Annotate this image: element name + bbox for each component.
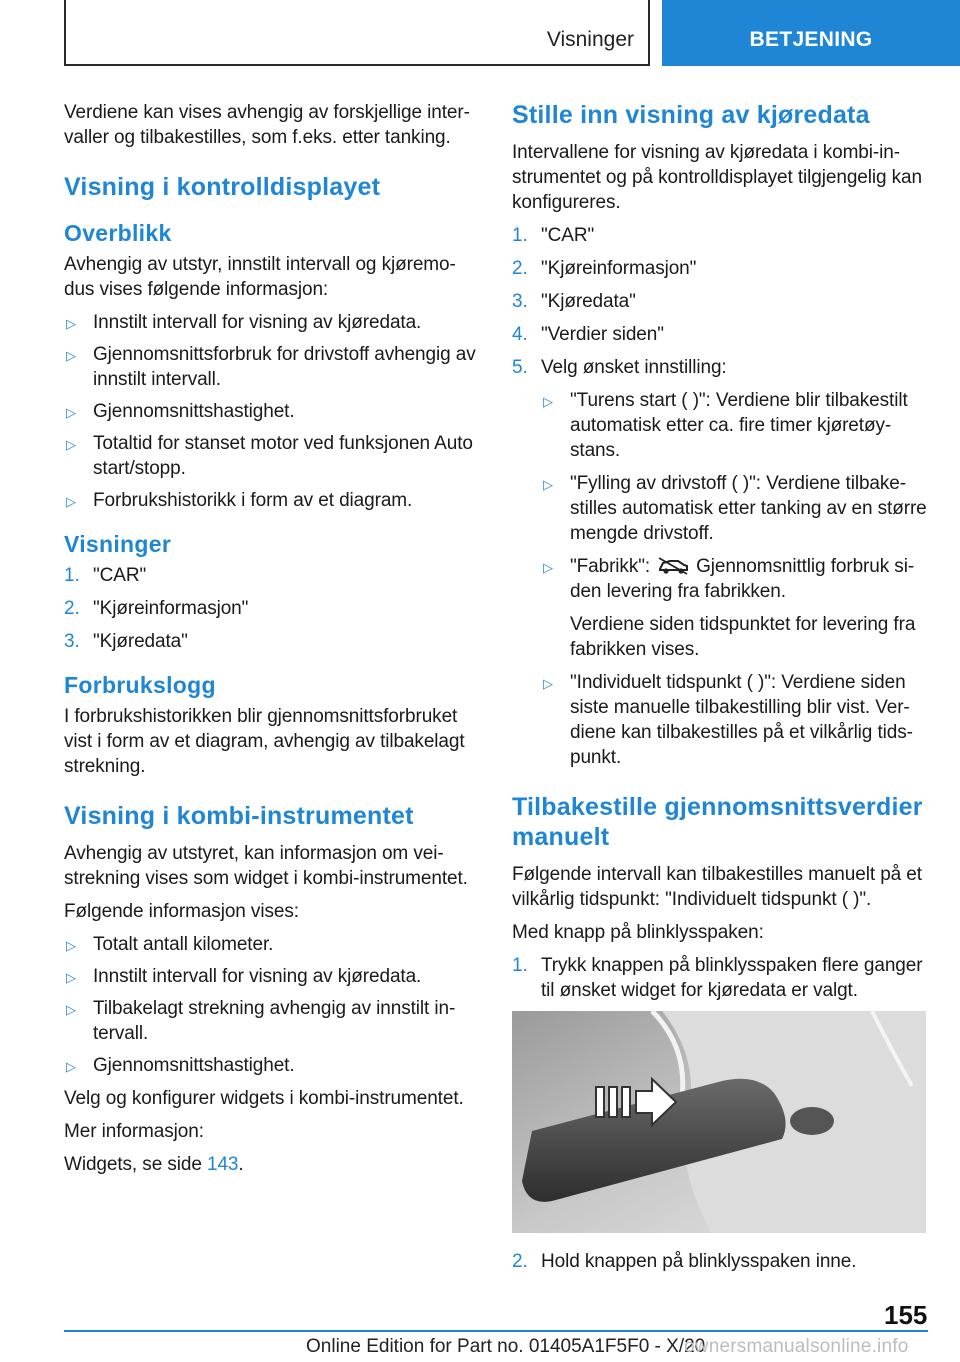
step-number: 1. bbox=[512, 225, 528, 246]
heading-views: Visninger bbox=[64, 531, 172, 557]
watermark: ownersmanualsonline.info bbox=[684, 1336, 909, 1357]
reset-paragraph: Følgende intervall kan tilbakestilles manuelt på et vilkårlig tidspunkt: "Individuelt tidspunkt ( )". bbox=[512, 864, 922, 910]
step-number: 2. bbox=[512, 258, 528, 279]
list-item: 1. Trykk knappen på blinklysspaken flere ganger til ønsket widget for kjøredata er valgt. bbox=[512, 955, 923, 1001]
triangle-bullet-icon: ▷ bbox=[66, 494, 76, 509]
triangle-bullet-icon: ▷ bbox=[66, 437, 76, 452]
list-item: 2. "Kjøreinformasjon" bbox=[512, 258, 697, 279]
option-list bbox=[541, 388, 930, 770]
triangle-bullet-icon: ▷ bbox=[543, 560, 553, 575]
page-number: 155 bbox=[884, 1300, 928, 1330]
list-item: ▷ "Fabrikk": Gjennomsnittlig forbruk si-den levering fra fabrikken. Verdiene siden tidspunktet for levering fra fabrikken vises. bbox=[541, 554, 930, 662]
triangle-bullet-icon: ▷ bbox=[66, 1059, 76, 1074]
list-item: ▷ Gjennomsnittsforbruk for drivstoff avhengig av innstilt intervall. bbox=[66, 344, 476, 390]
list-item: ▷ Tilbakelagt strekning avhengig av innstilt in-tervall. bbox=[66, 998, 456, 1044]
more-info: Mer informasjon: bbox=[64, 1121, 204, 1142]
header-chapter-label: BETJENING bbox=[749, 28, 873, 51]
heading-kombi-instrument: Visning i kombi-instrumentet bbox=[64, 802, 414, 830]
button-intro: Med knapp på blinklysspaken: bbox=[512, 922, 764, 943]
triangle-bullet-icon: ▷ bbox=[543, 477, 553, 492]
heading-overview: Overblikk bbox=[64, 220, 172, 246]
step-number: 1. bbox=[512, 955, 528, 976]
views-list bbox=[64, 563, 482, 654]
step-number: 2. bbox=[512, 1251, 528, 1272]
list-item: ▷ Totalt antall kilometer. bbox=[64, 932, 482, 957]
widgets-reference: Widgets, se side 143. bbox=[64, 1154, 244, 1175]
step-number: 4. bbox=[512, 324, 528, 345]
heading-control-display: Visning i kontrolldisplayet bbox=[64, 173, 381, 201]
setup-paragraph: Intervallene for visning av kjøredata i kombi-in-strumentet og på kontrolldisplayet tilgjengelig kan konfigureres. bbox=[512, 142, 922, 213]
triangle-bullet-icon: ▷ bbox=[66, 405, 76, 420]
list-item: ▷ Gjennomsnittshastighet. bbox=[64, 399, 482, 424]
footer-divider bbox=[64, 1330, 928, 1332]
triangle-bullet-icon: ▷ bbox=[543, 394, 553, 409]
list-item: ▷ "Fylling av drivstoff ( )": Verdiene tilbake-stilles automatisk etter tanking av en større mengde drivstoff. bbox=[543, 473, 927, 544]
triangle-bullet-icon: ▷ bbox=[66, 938, 76, 953]
intro-paragraph: Verdiene kan vises avhengig av forskjellige inter-valler og tilbakestilles, som f.eks. etter tanking. bbox=[64, 102, 470, 148]
step-number: 5. bbox=[512, 357, 528, 378]
list-item: 3. "Kjøredata" bbox=[64, 631, 188, 652]
list-item: ▷ Innstilt intervall for visning av kjøredata. bbox=[64, 310, 482, 335]
button-steps-continued bbox=[512, 1249, 930, 1274]
list-item: 2. Hold knappen på blinklysspaken inne. bbox=[512, 1251, 857, 1272]
list-item: ▷ Innstilt intervall for visning av kjøredata. bbox=[64, 964, 482, 989]
turn-signal-lever-photo bbox=[512, 1011, 926, 1233]
heading-setup-display: Stille inn visning av kjøredata bbox=[512, 101, 870, 129]
right-column bbox=[512, 100, 930, 1282]
list-item: 1. "CAR" bbox=[64, 565, 147, 586]
header-section-box bbox=[64, 0, 650, 66]
log-paragraph: I forbrukshistorikken blir gjennomsnittsforbruket vist i form av et diagram, avhengig av tilbakelagt strekning. bbox=[64, 706, 465, 777]
triangle-bullet-icon: ▷ bbox=[66, 316, 76, 331]
list-item: ▷ Forbrukshistorikk i form av et diagram. bbox=[64, 488, 482, 513]
left-column bbox=[64, 100, 482, 1185]
kombi-following: Følgende informasjon vises: bbox=[64, 901, 299, 922]
footer-edition: Online Edition for Part no. 01405A1F5F0 - X/20 bbox=[306, 1336, 706, 1357]
setup-steps bbox=[512, 223, 930, 770]
header-chapter-tab[interactable] bbox=[662, 0, 960, 66]
list-item: 5. Velg ønsket innstilling: ▷ "Turens start ( )": Verdiene blir tilbakestilt automatisk etter ca. fire timer kjøretøy-stans. ▷ "Fylling av drivstoff ( )": Verdiene tilbake-stilles automatisk etter tanking av en større mengde drivstoff. ▷ "Fabrikk": Gjennomsnittlig forbruk si-den levering fra fabrikken. Verdiene siden tidspunktet for levering fra fabrikken vises. ▷ "Individuelt tidspunkt ( )": Verdiene siden siste manuelle tilbakestilling blir vist. Ver-diene kan tilbakestilles på et vilkårlig tids-punkt. bbox=[512, 355, 930, 770]
list-item: 1. "CAR" bbox=[512, 225, 595, 246]
step-number: 3. bbox=[512, 291, 528, 312]
heading-consumption-log: Forbrukslogg bbox=[64, 672, 216, 698]
list-item: 4. "Verdier siden" bbox=[512, 324, 664, 345]
heading-reset-averages: Tilbakestille gjennomsnittsverdier manuelt bbox=[512, 793, 923, 851]
triangle-bullet-icon: ▷ bbox=[66, 1002, 76, 1017]
kombi-paragraph: Avhengig av utstyret, kan informasjon om vei-strekning vises som widget i kombi-instrumentet. bbox=[64, 843, 468, 889]
list-item: 3. "Kjøredata" bbox=[512, 291, 636, 312]
list-item: ▷ "Individuelt tidspunkt ( )": Verdiene siden siste manuelle tilbakestilling blir vist. Ver-diene kan tilbakestilles på et vilkårlig tids-punkt. bbox=[543, 672, 913, 768]
overview-list bbox=[64, 310, 482, 513]
kombi-configure: Velg og konfigurer widgets i kombi-instrumentet. bbox=[64, 1088, 464, 1109]
list-item: ▷ "Turens start ( )": Verdiene blir tilbakestilt automatisk etter ca. fire timer kjøretøy-stans. bbox=[543, 390, 908, 461]
step-number: 1. bbox=[64, 565, 80, 586]
kombi-list bbox=[64, 932, 482, 1078]
triangle-bullet-icon: ▷ bbox=[543, 676, 553, 691]
list-item: 2. "Kjøreinformasjon" bbox=[64, 598, 249, 619]
page-link-143[interactable]: 143 bbox=[206, 1154, 239, 1175]
step-number: 3. bbox=[64, 631, 80, 652]
header-section-title: Visninger bbox=[546, 28, 634, 51]
overview-paragraph: Avhengig av utstyr, innstilt intervall og kjøremo-dus vises følgende informasjon: bbox=[64, 254, 456, 300]
list-item: ▷ Totaltid for stanset motor ved funksjonen Auto start/stopp. bbox=[66, 433, 473, 479]
list-item: ▷ Gjennomsnittshastighet. bbox=[64, 1053, 482, 1078]
fabrikk-note: Verdiene siden tidspunktet for levering fra fabrikken vises. bbox=[570, 614, 916, 660]
triangle-bullet-icon: ▷ bbox=[66, 348, 76, 363]
factory-car-icon bbox=[656, 555, 690, 575]
step-number: 2. bbox=[64, 598, 80, 619]
triangle-bullet-icon: ▷ bbox=[66, 970, 76, 985]
button-steps bbox=[512, 953, 930, 1003]
